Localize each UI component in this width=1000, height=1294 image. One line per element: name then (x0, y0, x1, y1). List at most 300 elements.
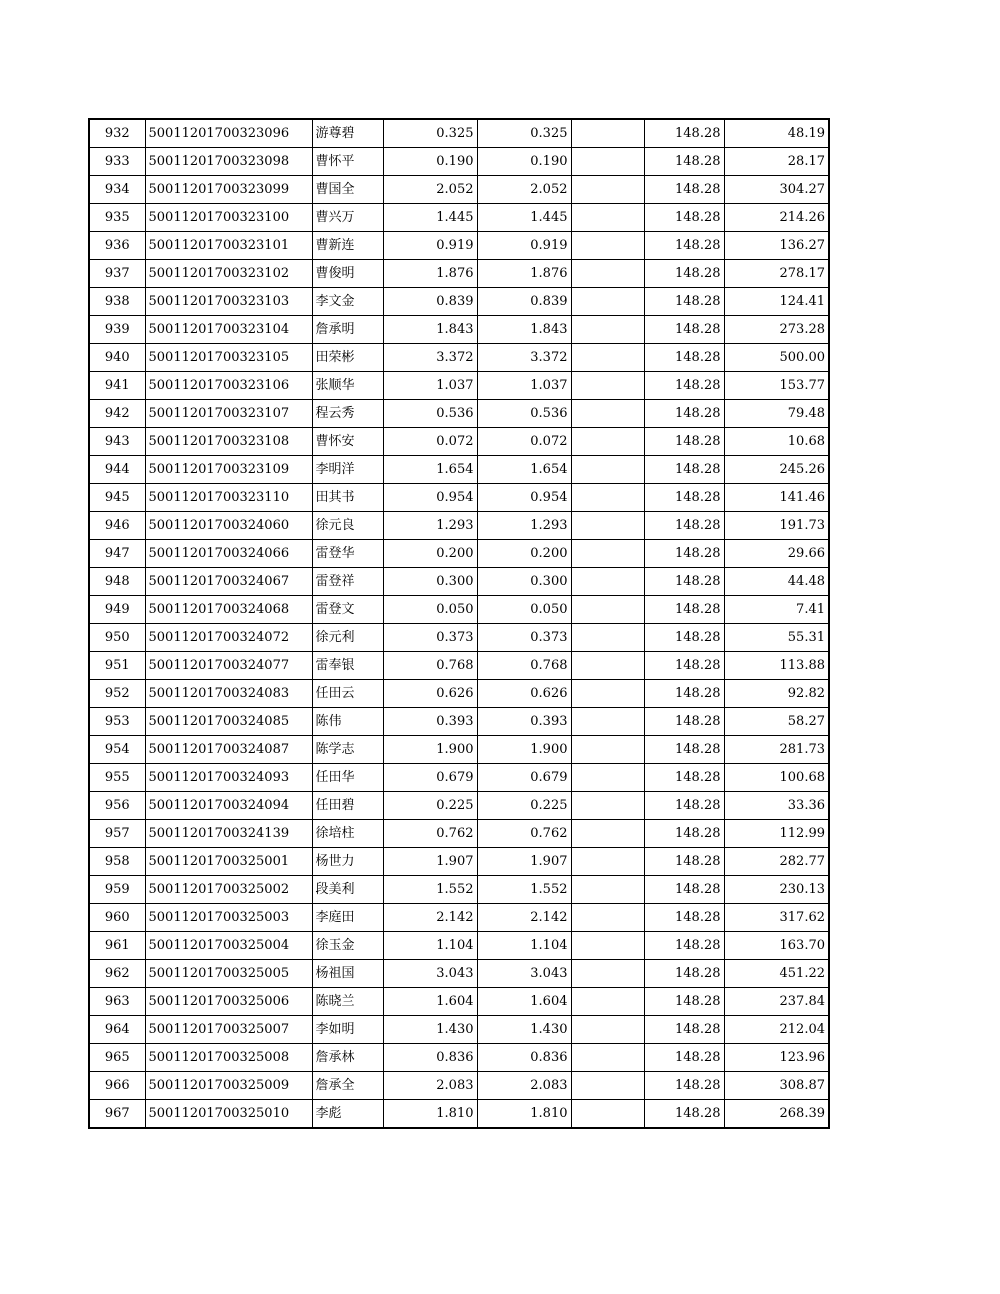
amount-cell: 33.36 (724, 792, 829, 820)
table-row (89, 456, 829, 484)
seq-cell: 934 (89, 176, 145, 204)
blank-cell (571, 232, 644, 260)
area-confirmed-cell: 0.072 (477, 428, 571, 456)
code-cell: 50011201700323106 (145, 372, 312, 400)
price-cell: 148.28 (644, 456, 724, 484)
area-confirmed-cell: 0.373 (477, 624, 571, 652)
price-cell: 148.28 (644, 904, 724, 932)
blank-cell (571, 876, 644, 904)
seq-cell: 945 (89, 484, 145, 512)
price-cell: 148.28 (644, 260, 724, 288)
price-cell: 148.28 (644, 1044, 724, 1072)
area-cell: 1.900 (383, 736, 477, 764)
area-confirmed-cell: 0.839 (477, 288, 571, 316)
table-row (89, 596, 829, 624)
amount-cell: 55.31 (724, 624, 829, 652)
price-cell: 148.28 (644, 400, 724, 428)
area-confirmed-cell: 1.907 (477, 848, 571, 876)
blank-cell (571, 176, 644, 204)
amount-cell: 124.41 (724, 288, 829, 316)
amount-cell: 136.27 (724, 232, 829, 260)
name-cell: 张顺华 (312, 372, 383, 400)
code-cell: 50011201700325004 (145, 932, 312, 960)
code-cell: 50011201700323100 (145, 204, 312, 232)
table-row (89, 848, 829, 876)
seq-cell: 951 (89, 652, 145, 680)
area-cell: 0.626 (383, 680, 477, 708)
seq-cell: 939 (89, 316, 145, 344)
blank-cell (571, 736, 644, 764)
area-confirmed-cell: 1.654 (477, 456, 571, 484)
amount-cell: 245.26 (724, 456, 829, 484)
area-confirmed-cell: 1.445 (477, 204, 571, 232)
amount-cell: 191.73 (724, 512, 829, 540)
price-cell: 148.28 (644, 1100, 724, 1129)
table-row (89, 876, 829, 904)
table-row (89, 260, 829, 288)
name-cell: 曹怀安 (312, 428, 383, 456)
seq-cell: 962 (89, 960, 145, 988)
area-confirmed-cell: 0.300 (477, 568, 571, 596)
area-cell: 0.393 (383, 708, 477, 736)
area-cell: 0.954 (383, 484, 477, 512)
table-row (89, 372, 829, 400)
code-cell: 50011201700324083 (145, 680, 312, 708)
area-confirmed-cell: 0.626 (477, 680, 571, 708)
area-cell: 1.293 (383, 512, 477, 540)
price-cell: 148.28 (644, 988, 724, 1016)
price-cell: 148.28 (644, 568, 724, 596)
blank-cell (571, 344, 644, 372)
area-cell: 0.300 (383, 568, 477, 596)
blank-cell (571, 372, 644, 400)
seq-cell: 956 (89, 792, 145, 820)
name-cell: 陈晓兰 (312, 988, 383, 1016)
code-cell: 50011201700325007 (145, 1016, 312, 1044)
amount-cell: 451.22 (724, 960, 829, 988)
price-cell: 148.28 (644, 512, 724, 540)
area-confirmed-cell: 0.768 (477, 652, 571, 680)
area-confirmed-cell: 0.225 (477, 792, 571, 820)
price-cell: 148.28 (644, 288, 724, 316)
seq-cell: 964 (89, 1016, 145, 1044)
name-cell: 雷奉银 (312, 652, 383, 680)
area-cell: 1.843 (383, 316, 477, 344)
price-cell: 148.28 (644, 708, 724, 736)
code-cell: 50011201700323101 (145, 232, 312, 260)
code-cell: 50011201700324087 (145, 736, 312, 764)
seq-cell: 938 (89, 288, 145, 316)
area-confirmed-cell: 0.393 (477, 708, 571, 736)
table-row (89, 288, 829, 316)
blank-cell (571, 540, 644, 568)
name-cell: 段美利 (312, 876, 383, 904)
blank-cell (571, 596, 644, 624)
seq-cell: 958 (89, 848, 145, 876)
code-cell: 50011201700324067 (145, 568, 312, 596)
blank-cell (571, 1044, 644, 1072)
area-confirmed-cell: 0.200 (477, 540, 571, 568)
table-row (89, 932, 829, 960)
code-cell: 50011201700323104 (145, 316, 312, 344)
name-cell: 杨世力 (312, 848, 383, 876)
table-row (89, 428, 829, 456)
blank-cell (571, 988, 644, 1016)
seq-cell: 947 (89, 540, 145, 568)
name-cell: 詹承全 (312, 1072, 383, 1100)
table-row (89, 568, 829, 596)
seq-cell: 967 (89, 1100, 145, 1129)
area-confirmed-cell: 1.900 (477, 736, 571, 764)
price-cell: 148.28 (644, 652, 724, 680)
area-cell: 1.445 (383, 204, 477, 232)
code-cell: 50011201700324093 (145, 764, 312, 792)
code-cell: 50011201700324060 (145, 512, 312, 540)
name-cell: 任田云 (312, 680, 383, 708)
price-cell: 148.28 (644, 736, 724, 764)
area-confirmed-cell: 0.762 (477, 820, 571, 848)
code-cell: 50011201700323110 (145, 484, 312, 512)
blank-cell (571, 652, 644, 680)
blank-cell (571, 316, 644, 344)
name-cell: 曹国全 (312, 176, 383, 204)
name-cell: 徐元良 (312, 512, 383, 540)
area-confirmed-cell: 0.325 (477, 119, 571, 148)
amount-cell: 92.82 (724, 680, 829, 708)
area-cell: 0.768 (383, 652, 477, 680)
code-cell: 50011201700323102 (145, 260, 312, 288)
code-cell: 50011201700323096 (145, 119, 312, 148)
code-cell: 50011201700325002 (145, 876, 312, 904)
price-cell: 148.28 (644, 428, 724, 456)
area-cell: 3.043 (383, 960, 477, 988)
blank-cell (571, 484, 644, 512)
area-cell: 1.810 (383, 1100, 477, 1129)
blank-cell (571, 820, 644, 848)
area-confirmed-cell: 0.836 (477, 1044, 571, 1072)
code-cell: 50011201700325003 (145, 904, 312, 932)
seq-cell: 940 (89, 344, 145, 372)
table-row (89, 652, 829, 680)
blank-cell (571, 848, 644, 876)
amount-cell: 281.73 (724, 736, 829, 764)
area-cell: 0.373 (383, 624, 477, 652)
name-cell: 任田华 (312, 764, 383, 792)
amount-cell: 268.39 (724, 1100, 829, 1129)
amount-cell: 317.62 (724, 904, 829, 932)
area-cell: 0.679 (383, 764, 477, 792)
area-cell: 0.919 (383, 232, 477, 260)
area-confirmed-cell: 0.919 (477, 232, 571, 260)
area-confirmed-cell: 1.104 (477, 932, 571, 960)
area-cell: 2.083 (383, 1072, 477, 1100)
code-cell: 50011201700323103 (145, 288, 312, 316)
table-row (89, 540, 829, 568)
amount-cell: 214.26 (724, 204, 829, 232)
name-cell: 曹新连 (312, 232, 383, 260)
seq-cell: 963 (89, 988, 145, 1016)
name-cell: 雷登华 (312, 540, 383, 568)
seq-cell: 955 (89, 764, 145, 792)
amount-cell: 44.48 (724, 568, 829, 596)
amount-cell: 112.99 (724, 820, 829, 848)
code-cell: 50011201700324072 (145, 624, 312, 652)
name-cell: 李如明 (312, 1016, 383, 1044)
price-cell: 148.28 (644, 232, 724, 260)
price-cell: 148.28 (644, 792, 724, 820)
table-row (89, 904, 829, 932)
amount-cell: 212.04 (724, 1016, 829, 1044)
table-row (89, 119, 829, 148)
area-confirmed-cell: 1.604 (477, 988, 571, 1016)
blank-cell (571, 260, 644, 288)
seq-cell: 954 (89, 736, 145, 764)
area-cell: 0.225 (383, 792, 477, 820)
seq-cell: 961 (89, 932, 145, 960)
seq-cell: 966 (89, 1072, 145, 1100)
blank-cell (571, 904, 644, 932)
seq-cell: 941 (89, 372, 145, 400)
amount-cell: 79.48 (724, 400, 829, 428)
name-cell: 李明洋 (312, 456, 383, 484)
name-cell: 曹怀平 (312, 148, 383, 176)
name-cell: 任田碧 (312, 792, 383, 820)
price-cell: 148.28 (644, 624, 724, 652)
area-confirmed-cell: 3.372 (477, 344, 571, 372)
table-row (89, 624, 829, 652)
price-cell: 148.28 (644, 876, 724, 904)
blank-cell (571, 792, 644, 820)
amount-cell: 7.41 (724, 596, 829, 624)
price-cell: 148.28 (644, 596, 724, 624)
table-row (89, 988, 829, 1016)
code-cell: 50011201700323109 (145, 456, 312, 484)
name-cell: 陈学志 (312, 736, 383, 764)
amount-cell: 304.27 (724, 176, 829, 204)
area-confirmed-cell: 1.293 (477, 512, 571, 540)
blank-cell (571, 119, 644, 148)
blank-cell (571, 932, 644, 960)
name-cell: 游尊碧 (312, 119, 383, 148)
amount-cell: 141.46 (724, 484, 829, 512)
amount-cell: 308.87 (724, 1072, 829, 1100)
amount-cell: 500.00 (724, 344, 829, 372)
table-row (89, 204, 829, 232)
price-cell: 148.28 (644, 820, 724, 848)
price-cell: 148.28 (644, 344, 724, 372)
name-cell: 徐元利 (312, 624, 383, 652)
amount-cell: 123.96 (724, 1044, 829, 1072)
table-row (89, 1016, 829, 1044)
area-cell: 3.372 (383, 344, 477, 372)
area-cell: 0.836 (383, 1044, 477, 1072)
area-confirmed-cell: 2.142 (477, 904, 571, 932)
blank-cell (571, 960, 644, 988)
area-confirmed-cell: 1.876 (477, 260, 571, 288)
price-cell: 148.28 (644, 932, 724, 960)
amount-cell: 273.28 (724, 316, 829, 344)
amount-cell: 230.13 (724, 876, 829, 904)
blank-cell (571, 148, 644, 176)
area-confirmed-cell: 1.037 (477, 372, 571, 400)
area-confirmed-cell: 1.810 (477, 1100, 571, 1129)
seq-cell: 946 (89, 512, 145, 540)
code-cell: 50011201700325010 (145, 1100, 312, 1129)
price-cell: 148.28 (644, 960, 724, 988)
seq-cell: 948 (89, 568, 145, 596)
area-cell: 0.839 (383, 288, 477, 316)
amount-cell: 28.17 (724, 148, 829, 176)
price-cell: 148.28 (644, 372, 724, 400)
name-cell: 徐玉金 (312, 932, 383, 960)
table-row (89, 792, 829, 820)
area-confirmed-cell: 0.536 (477, 400, 571, 428)
name-cell: 李文金 (312, 288, 383, 316)
price-cell: 148.28 (644, 148, 724, 176)
area-cell: 1.037 (383, 372, 477, 400)
seq-cell: 953 (89, 708, 145, 736)
code-cell: 50011201700323105 (145, 344, 312, 372)
price-cell: 148.28 (644, 176, 724, 204)
code-cell: 50011201700323107 (145, 400, 312, 428)
price-cell: 148.28 (644, 316, 724, 344)
area-confirmed-cell: 0.050 (477, 596, 571, 624)
area-cell: 0.762 (383, 820, 477, 848)
area-cell: 1.876 (383, 260, 477, 288)
price-cell: 148.28 (644, 680, 724, 708)
table-row (89, 820, 829, 848)
area-cell: 1.430 (383, 1016, 477, 1044)
name-cell: 程云秀 (312, 400, 383, 428)
table-row (89, 148, 829, 176)
blank-cell (571, 428, 644, 456)
seq-cell: 932 (89, 119, 145, 148)
amount-cell: 278.17 (724, 260, 829, 288)
price-cell: 148.28 (644, 1072, 724, 1100)
blank-cell (571, 204, 644, 232)
price-cell: 148.28 (644, 1016, 724, 1044)
seq-cell: 937 (89, 260, 145, 288)
area-cell: 0.325 (383, 119, 477, 148)
amount-cell: 58.27 (724, 708, 829, 736)
amount-cell: 29.66 (724, 540, 829, 568)
area-cell: 0.050 (383, 596, 477, 624)
amount-cell: 48.19 (724, 119, 829, 148)
area-cell: 1.552 (383, 876, 477, 904)
name-cell: 曹兴万 (312, 204, 383, 232)
table-row (89, 400, 829, 428)
area-cell: 0.200 (383, 540, 477, 568)
seq-cell: 944 (89, 456, 145, 484)
seq-cell: 959 (89, 876, 145, 904)
ledger-body (89, 119, 829, 1128)
amount-cell: 282.77 (724, 848, 829, 876)
area-confirmed-cell: 3.043 (477, 960, 571, 988)
seq-cell: 949 (89, 596, 145, 624)
seq-cell: 960 (89, 904, 145, 932)
price-cell: 148.28 (644, 119, 724, 148)
seq-cell: 933 (89, 148, 145, 176)
amount-cell: 100.68 (724, 764, 829, 792)
table-row (89, 1044, 829, 1072)
table-row (89, 232, 829, 260)
blank-cell (571, 456, 644, 484)
name-cell: 杨祖国 (312, 960, 383, 988)
area-cell: 0.072 (383, 428, 477, 456)
blank-cell (571, 400, 644, 428)
code-cell: 50011201700325009 (145, 1072, 312, 1100)
name-cell: 李彪 (312, 1100, 383, 1129)
code-cell: 50011201700323108 (145, 428, 312, 456)
code-cell: 50011201700323099 (145, 176, 312, 204)
area-confirmed-cell: 0.954 (477, 484, 571, 512)
name-cell: 曹俊明 (312, 260, 383, 288)
area-cell: 0.190 (383, 148, 477, 176)
code-cell: 50011201700325001 (145, 848, 312, 876)
blank-cell (571, 624, 644, 652)
name-cell: 徐培柱 (312, 820, 383, 848)
code-cell: 50011201700324139 (145, 820, 312, 848)
area-cell: 1.604 (383, 988, 477, 1016)
seq-cell: 942 (89, 400, 145, 428)
amount-cell: 113.88 (724, 652, 829, 680)
table-row (89, 176, 829, 204)
name-cell: 李庭田 (312, 904, 383, 932)
seq-cell: 943 (89, 428, 145, 456)
amount-cell: 10.68 (724, 428, 829, 456)
table-row (89, 960, 829, 988)
name-cell: 詹承林 (312, 1044, 383, 1072)
seq-cell: 935 (89, 204, 145, 232)
blank-cell (571, 1016, 644, 1044)
price-cell: 148.28 (644, 204, 724, 232)
table-row (89, 680, 829, 708)
seq-cell: 950 (89, 624, 145, 652)
seq-cell: 957 (89, 820, 145, 848)
seq-cell: 952 (89, 680, 145, 708)
table-row (89, 316, 829, 344)
table-row (89, 344, 829, 372)
price-cell: 148.28 (644, 484, 724, 512)
ledger-table (88, 118, 830, 1129)
blank-cell (571, 764, 644, 792)
area-cell: 1.104 (383, 932, 477, 960)
blank-cell (571, 288, 644, 316)
code-cell: 50011201700323098 (145, 148, 312, 176)
area-cell: 0.536 (383, 400, 477, 428)
area-confirmed-cell: 1.552 (477, 876, 571, 904)
area-confirmed-cell: 1.843 (477, 316, 571, 344)
table-row (89, 708, 829, 736)
price-cell: 148.28 (644, 848, 724, 876)
blank-cell (571, 708, 644, 736)
blank-cell (571, 680, 644, 708)
table-row (89, 484, 829, 512)
name-cell: 陈伟 (312, 708, 383, 736)
seq-cell: 965 (89, 1044, 145, 1072)
code-cell: 50011201700324068 (145, 596, 312, 624)
area-confirmed-cell: 2.083 (477, 1072, 571, 1100)
name-cell: 田其书 (312, 484, 383, 512)
name-cell: 詹承明 (312, 316, 383, 344)
code-cell: 50011201700325008 (145, 1044, 312, 1072)
code-cell: 50011201700324094 (145, 792, 312, 820)
table-row (89, 764, 829, 792)
area-cell: 1.654 (383, 456, 477, 484)
table-row (89, 512, 829, 540)
amount-cell: 237.84 (724, 988, 829, 1016)
area-confirmed-cell: 1.430 (477, 1016, 571, 1044)
